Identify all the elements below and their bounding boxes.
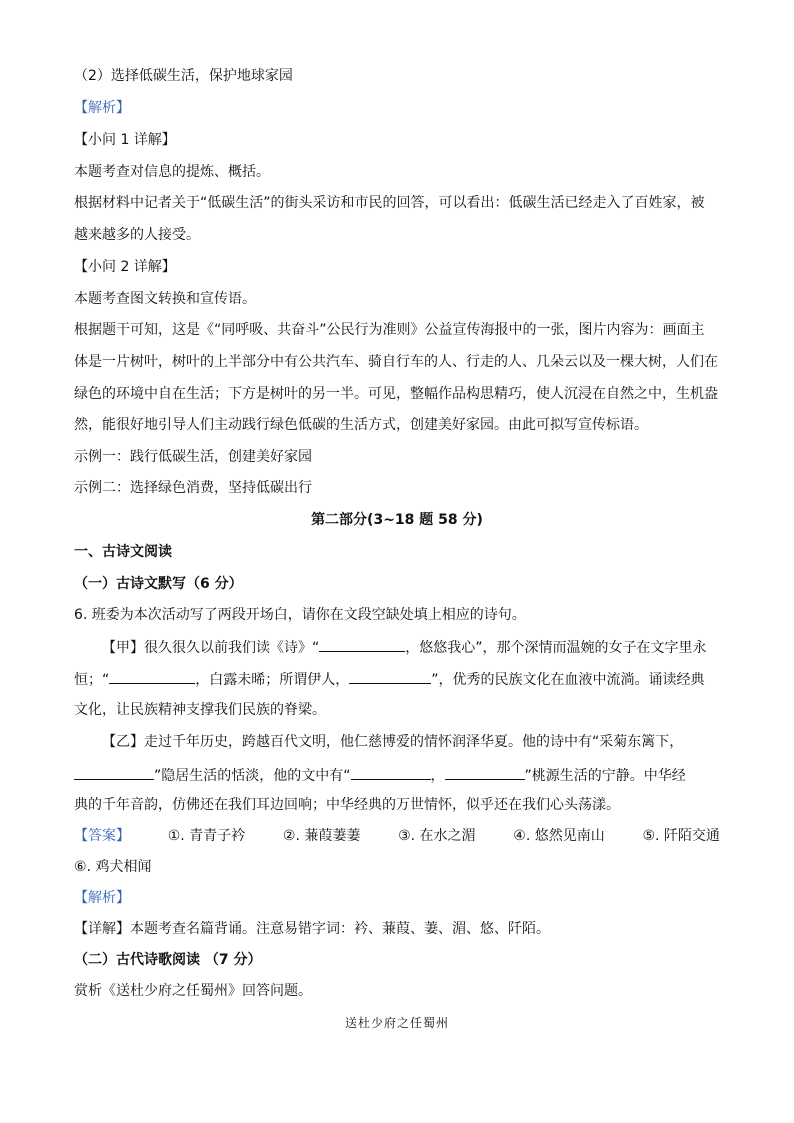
text-span: ， — [430, 768, 445, 784]
fill-blank — [319, 636, 405, 652]
paragraph-line: 本题考查图文转换和宣传语。 — [74, 291, 256, 307]
subquestion-1-heading: 【小问 1 详解】 — [74, 132, 176, 148]
analysis-heading: 【解析】 — [74, 890, 130, 906]
paragraph-line: 越来越多的人接受。 — [74, 227, 200, 243]
analysis-heading: 【解析】 — [74, 100, 130, 116]
paragraph-line: 然，能很好地引导人们主动践行绿色低碳的生活方式，创建美好家园。由此可拟写宣传标语。 — [74, 417, 648, 433]
answer-label: 【答案】 — [74, 828, 130, 844]
question-6-stem: 6. 班委为本次活动写了两段开场白，请你在文段空缺处填上相应的诗句。 — [74, 607, 526, 623]
paragraph-yi-line-1: 【乙】走过千年历史，跨越百代文明，他仁慈博爱的情怀润泽华夏。他的诗中有“采菊东篱下， — [102, 734, 684, 750]
detail-explanation: 【详解】本题考查名篇背诵。注意易错字词：衿、蒹葭、萋、湄、悠、阡陌。 — [74, 921, 550, 937]
fill-blank — [445, 764, 525, 780]
text-span: ，白露未晞；所谓伊人， — [195, 672, 350, 688]
text-span: ”隐居生活的恬淡，他的文中有“ — [154, 768, 351, 784]
subsection-heading: （一）古诗文默写（6 分） — [74, 576, 243, 592]
answer-item: ⑤. 阡陌交通 — [642, 828, 720, 844]
fill-blank — [351, 764, 431, 780]
section-heading: 一、古诗文阅读 — [74, 544, 172, 560]
answer-item: ①. 青青子衿 — [167, 828, 246, 844]
paragraph-line: 根据材料中记者关于“低碳生活”的街头采访和市民的回答，可以看出：低碳生活已经走入了百姓家，被 — [74, 195, 705, 211]
answer-line-2: （2）选择低碳生活，保护地球家园 — [74, 68, 293, 84]
answer-row — [74, 826, 720, 846]
answer-item-6: ⑥. 鸡犬相闻 — [74, 859, 152, 875]
paragraph-jia-line-3: 文化，让民族精神支撑我们民族的脊梁。 — [74, 702, 326, 718]
paragraph-line: 体是一片树叶，树叶的上半部分中有公共汽车、骑自行车的人、行走的人、几朵云以及一棵大树，人们在 — [74, 354, 718, 370]
fill-blank — [109, 668, 195, 684]
text-span: 恒；“ — [74, 672, 110, 688]
fill-blank — [349, 668, 431, 684]
text-span: ，悠悠我心”，那个深情而温婉的女子在文字里永 — [405, 640, 707, 656]
subsection-heading: （二）古代诗歌阅读 （7 分） — [74, 952, 262, 968]
text-span: 【甲】很久很久以前我们读《诗》“ — [102, 640, 320, 656]
paragraph-yi-line-3: 典的千年音韵，仿佛还在我们耳边回响；中华经典的万世情怀，似乎还在我们心头荡漾。 — [74, 797, 620, 813]
answer-item: ④. 悠然见南山 — [513, 828, 605, 844]
section-title: 第二部分(3~18 题 58 分) — [311, 512, 483, 528]
paragraph-line: 绿色的环境中自在生活；下方是树叶的另一半。可见，整幅作品构思精巧，使人沉浸在自然之中，生机盎 — [74, 386, 718, 402]
paragraph-jia-line-2 — [74, 668, 720, 690]
paragraph-jia-line-1 — [102, 636, 720, 658]
paragraph-yi-line-2 — [74, 764, 720, 786]
poem-title: 送杜少府之任蜀州 — [344, 1016, 449, 1030]
text-span: ”，优秀的民族文化在血液中流淌。诵读经典 — [431, 672, 705, 688]
paragraph-line: 本题考查对信息的提炼、概括。 — [74, 164, 270, 180]
paragraph-line: 根据题干可知，这是《“同呼吸、共奋斗”公民行为准则》公益宣传海报中的一张，图片内容为：画面主 — [74, 322, 705, 338]
fill-blank — [74, 764, 154, 780]
subquestion-2-heading: 【小问 2 详解】 — [74, 259, 176, 275]
text-span: ”桃源生活的宁静。中华经 — [524, 768, 686, 784]
answer-item: ③. 在水之湄 — [398, 828, 476, 844]
poem-prompt: 赏析《送杜少府之任蜀州》回答问题。 — [74, 983, 312, 999]
example-one: 示例一：践行低碳生活，创建美好家园 — [74, 449, 312, 465]
example-two: 示例二：选择绿色消费，坚持低碳出行 — [74, 480, 312, 496]
answer-item: ②. 蒹葭萋萋 — [282, 828, 361, 844]
